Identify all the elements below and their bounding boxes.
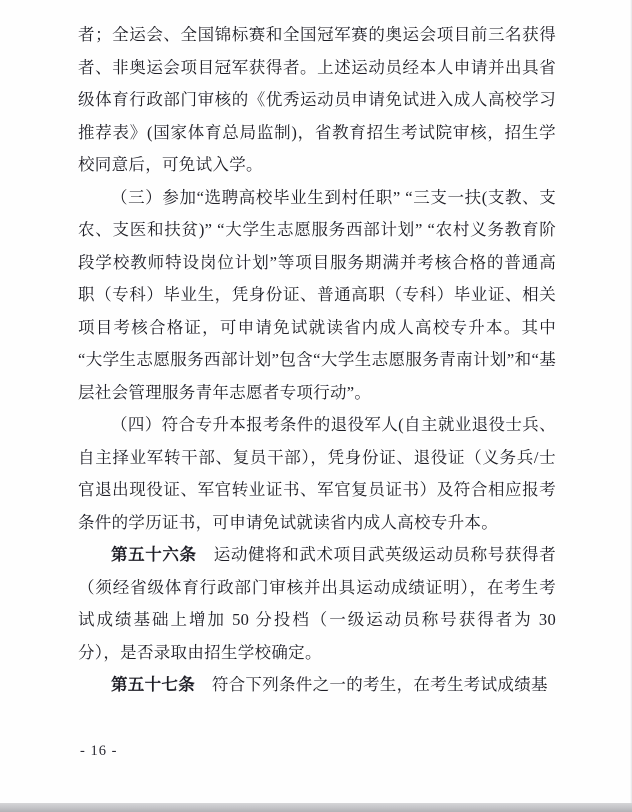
paragraph-text: 符合下列条件之一的考生，在考生考试成绩基 xyxy=(211,675,548,694)
paragraph-text: 运动健将和武术项目武英级运动员称号获得者（须经省级体育行政部门审核并出具运动成绩证明），在考生考试成绩基础上增加 50 分投档（一级运动员称号获得者为 30 分），是否录取由招生学校确定。 xyxy=(78,545,556,662)
article-56-heading: 第五十六条 xyxy=(111,545,214,564)
paragraph-article-56 xyxy=(78,539,556,669)
paragraph-article-57 xyxy=(78,669,556,702)
document-body xyxy=(78,19,556,702)
page-number: - 16 - xyxy=(80,743,118,759)
article-57-heading: 第五十七条 xyxy=(111,675,212,694)
paragraph-text: 者；全运会、全国锦标赛和全国冠军赛的奥运会项目前三名获得者、非奥运会项目冠军获得者。上述运动员经本人申请并出具省级体育行政部门审核的《优秀运动员申请免试进入成人高校学习推荐表》(国家体育总局监制)，省教育招生考试院审核，招生学校同意后，可免试入学。 xyxy=(78,25,556,174)
paragraph-continuation xyxy=(78,19,556,182)
paragraph-text: （四）符合专升本报考条件的退役军人(自主就业退役士兵、自主择业军转干部、复员干部），凭身份证、退役证（义务兵/士官退出现役证、军官转业证书、军官复员证书）及符合相应报考条件的学历证书，可申请免试就读省内成人高校专升本。 xyxy=(78,415,556,532)
paragraph-item-4 xyxy=(78,409,556,539)
paragraph-item-3 xyxy=(78,182,556,410)
paragraph-text: （三）参加“选聘高校毕业生到村任职” “三支一扶(支教、支农、支医和扶贫)” “大学生志愿服务西部计划” “农村义务教育阶段学校教师特设岗位计划”等项目服务期满并考核合格的普通高职（专科）毕业生，凭身份证、普通高职（专科）毕业证、相关项目考核合格证，可申请免试就读省内成人高校专升本。其中“大学生志愿服务西部计划”包含“大学生志愿服务青南计划”和“基层社会管理服务青年志愿者专项行动”。 xyxy=(78,187,556,402)
scan-edge-bottom-shadow xyxy=(0,803,632,812)
